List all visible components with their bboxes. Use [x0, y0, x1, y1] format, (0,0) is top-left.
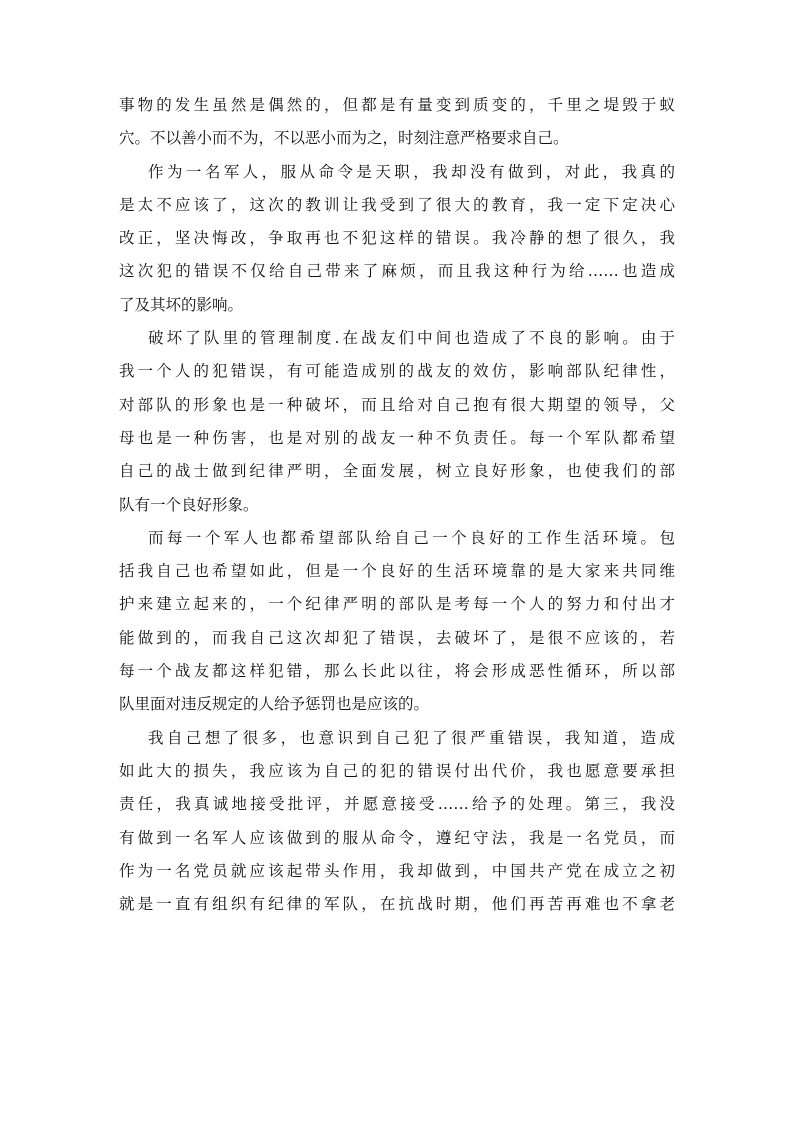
- text-line: 如此大的损失，我应该为自己的犯的错误付出代价，我也愿意要承担: [119, 761, 675, 780]
- text-line: 每一个战友都这样犯错，那么长此以往，将会形成恶性循环，所以部: [119, 662, 675, 681]
- text-line: 就是一直有组织有纪律的军队，在抗战时期，他们再苦再难也不拿老: [119, 895, 675, 914]
- text-line: 穴。不以善小而不为，不以恶小而为之，时刻注意严格要求自己。: [119, 129, 569, 148]
- text-line: 我一个人的犯错误，有可能造成别的战友的效仿，影响部队纪律性，: [119, 362, 675, 381]
- text-line: 是太不应该了，这次的教训让我受到了很大的教育，我一定下定决心: [119, 195, 675, 214]
- text-line: 队有一个良好形象。: [119, 495, 259, 514]
- text-line: 作为一名军人，服从命令是天职，我却没有做到，对此，我真的: [148, 162, 675, 181]
- text-line: 对部队的形象也是一种破坏，而且给对自己抱有很大期望的领导，父: [119, 395, 675, 414]
- text-line: 我自己想了很多，也意识到自己犯了很严重错误，我知道，造成: [148, 728, 675, 747]
- text-line: 责任，我真诚地接受批评，并愿意接受……给予的处理。第三，我没: [119, 795, 675, 814]
- text-line: 改正，坚决悔改，争取再也不犯这样的错误。我冷静的想了很久，我: [119, 229, 675, 248]
- text-line: 破坏了队里的管理制度.在战友们中间也造成了不良的影响。由于: [148, 329, 675, 348]
- text-line: 了及其坏的影响。: [119, 295, 244, 314]
- text-line: 护来建立起来的，一个纪律严明的部队是考每一个人的努力和付出才: [119, 595, 675, 614]
- text-line: 母也是一种伤害，也是对别的战友一种不负责任。每一个军队都希望: [119, 428, 675, 447]
- text-line: 能做到的，而我自己这次却犯了错误，去破坏了，是很不应该的，若: [119, 628, 675, 647]
- text-line: 这次犯的错误不仅给自己带来了麻烦，而且我这种行为给……也造成: [119, 262, 675, 281]
- text-line: 事物的发生虽然是偶然的，但都是有量变到质变的，千里之堤毁于蚁: [119, 96, 675, 114]
- text-line: 括我自己也希望如此，但是一个良好的生活环境靠的是大家来共同维: [119, 562, 675, 581]
- text-line: 作为一名党员就应该起带头作用，我却做到，中国共产党在成立之初: [119, 861, 675, 880]
- text-line: 自己的战士做到纪律严明，全面发展，树立良好形象，也使我们的部: [119, 462, 675, 481]
- text-line: 有做到一名军人应该做到的服从命令，遵纪守法，我是一名党员，而: [119, 828, 675, 847]
- body-text: [119, 89, 675, 921]
- text-line: 而每一个军人也都希望部队给自己一个良好的工作生活环境。包: [148, 528, 675, 547]
- text-line: 队里面对违反规定的人给予惩罚也是应该的。: [119, 695, 430, 714]
